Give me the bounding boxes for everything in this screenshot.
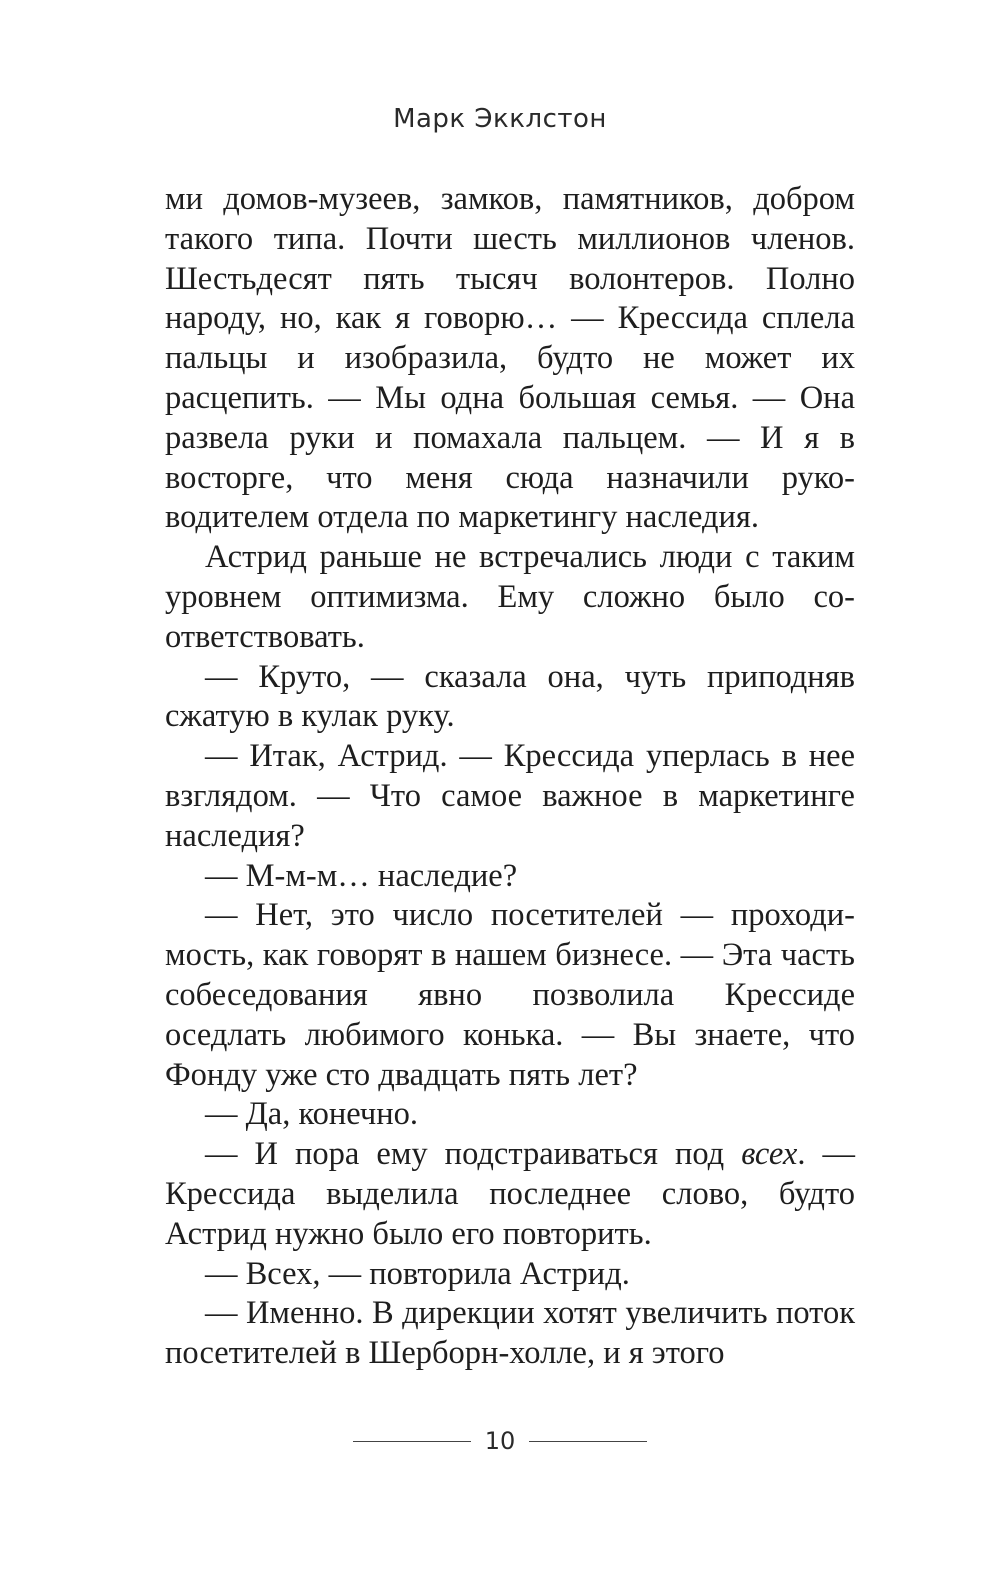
paragraph-1: ми домов-музеев, замков, памятников, добром такого типа. Почти шесть миллионов членов. Шестьдесят пять тысяч волонтеров. Полно народу, но, как я говорю… — Крессида сплела пальцы и изобразила, будто не может их расцепить. — Мы одна большая семья. — Она развела руки и помахала пальцем. — И я в восторге, что меня сюда назначили руководителем отдела по маркетингу наследия. bbox=[165, 181, 855, 536]
paragraph-4: — Итак, Астрид. — Крессида уперлась в нее взглядом. — Что самое важное в маркетинге наследия? bbox=[165, 738, 855, 854]
paragraph-2: Астрид раньше не встречались люди с таким уровнем оптимизма. Ему сложно было соответствовать. bbox=[165, 539, 855, 655]
paragraph-10: — Именно. В дирекции хотят увеличить поток посетителей в Шерборн-холле, и я этого bbox=[165, 1295, 855, 1372]
emphasized-word: всех bbox=[741, 1136, 798, 1173]
paragraph-8 bbox=[165, 1135, 855, 1254]
paragraph-3: — Круто, — сказала она, чуть приподняв сжатую в кулак руку. bbox=[165, 658, 855, 735]
page-body bbox=[165, 180, 855, 1374]
running-head-author: Марк Экклстон bbox=[393, 104, 607, 134]
paragraph-7: — Да, конечно. bbox=[205, 1096, 418, 1133]
page-footer bbox=[0, 1424, 1000, 1458]
paragraph-6: — Нет, это число посетителей — проходимость, как говорят в нашем бизнесе. — Эта часть собеседования явно позволила Крессиде оседлать любимого конька. — Вы знаете, что Фонду уже сто двадцать пять лет? bbox=[165, 897, 855, 1093]
page-number: 10 bbox=[484, 1427, 516, 1455]
paragraph-9: — Всех, — повторила Астрид. bbox=[205, 1255, 630, 1292]
paragraph-5: — М-м-м… наследие? bbox=[205, 857, 518, 894]
footer-rule-right bbox=[529, 1441, 647, 1442]
paragraph-8-start: — И пора ему подстраиваться под bbox=[205, 1136, 742, 1173]
paragraph-8-end: . — Крессида выделила последнее слово, будто Астрид нужно было его повторить. bbox=[165, 1136, 856, 1252]
footer-rule-left bbox=[353, 1441, 471, 1442]
